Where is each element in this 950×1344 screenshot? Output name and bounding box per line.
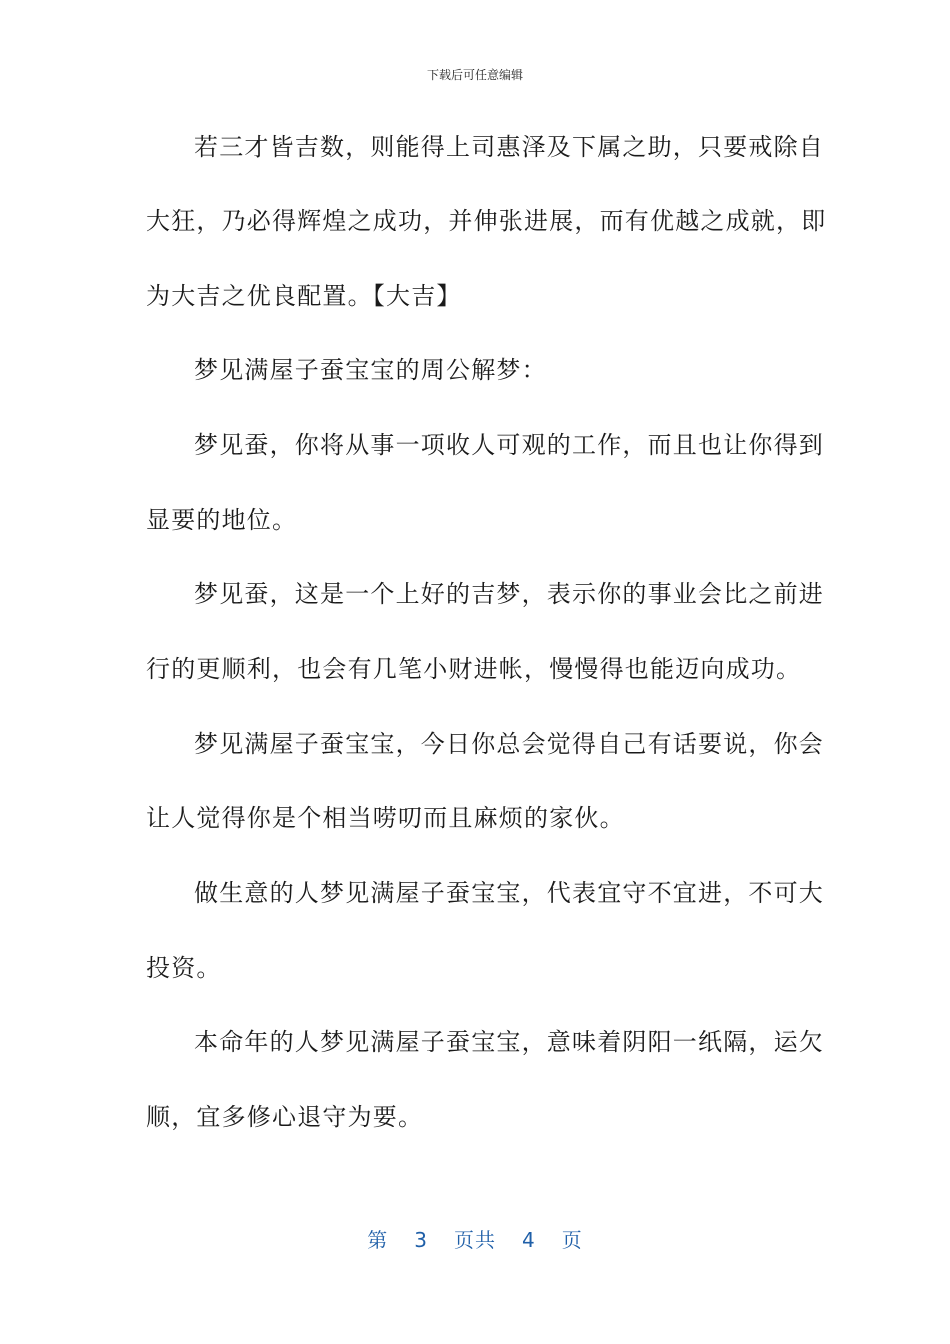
body-line: 本命年的人梦见满屋子蚕宝宝，意味着阴阳一纸隔，运欠	[194, 1028, 824, 1056]
body-line: 梦见蚕，你将从事一项收人可观的工作，而且也让你得到	[194, 431, 824, 459]
body-line: 投资。	[146, 954, 222, 982]
body-line: 顺，宜多修心退守为要。	[146, 1103, 424, 1131]
body-line: 让人觉得你是个相当唠叨而且麻烦的家伙。	[146, 804, 625, 832]
body-line: 大狂，乃必得辉煌之成功，并伸张进展，而有优越之成就，即	[146, 207, 827, 235]
body-line: 显要的地位。	[146, 506, 298, 534]
section-heading: 梦见满屋子蚕宝宝的周公解梦：	[194, 356, 547, 384]
body-line: 梦见满屋子蚕宝宝，今日你总会觉得自己有话要说，你会	[194, 730, 824, 758]
body-line: 若三才皆吉数，则能得上司惠泽及下属之助，只要戒除自	[194, 133, 824, 161]
page-suffix: 页	[561, 1228, 583, 1252]
body-line: 行的更顺利，也会有几笔小财进帐，慢慢得也能迈向成功。	[146, 655, 802, 683]
current-page-number: 3	[414, 1228, 428, 1252]
body-line: 为大吉之优良配置。【大吉】	[146, 282, 462, 310]
body-line: 梦见蚕，这是一个上好的吉梦，表示你的事业会比之前进	[194, 580, 824, 608]
page-footer	[0, 1224, 950, 1253]
page-prefix: 第	[367, 1228, 389, 1252]
body-line: 做生意的人梦见满屋子蚕宝宝，代表宜守不宜进，不可大	[194, 879, 824, 907]
total-pages-number: 4	[522, 1228, 536, 1252]
header-note: 下载后可任意编辑	[426, 68, 523, 82]
page-mid: 页共	[454, 1228, 496, 1252]
